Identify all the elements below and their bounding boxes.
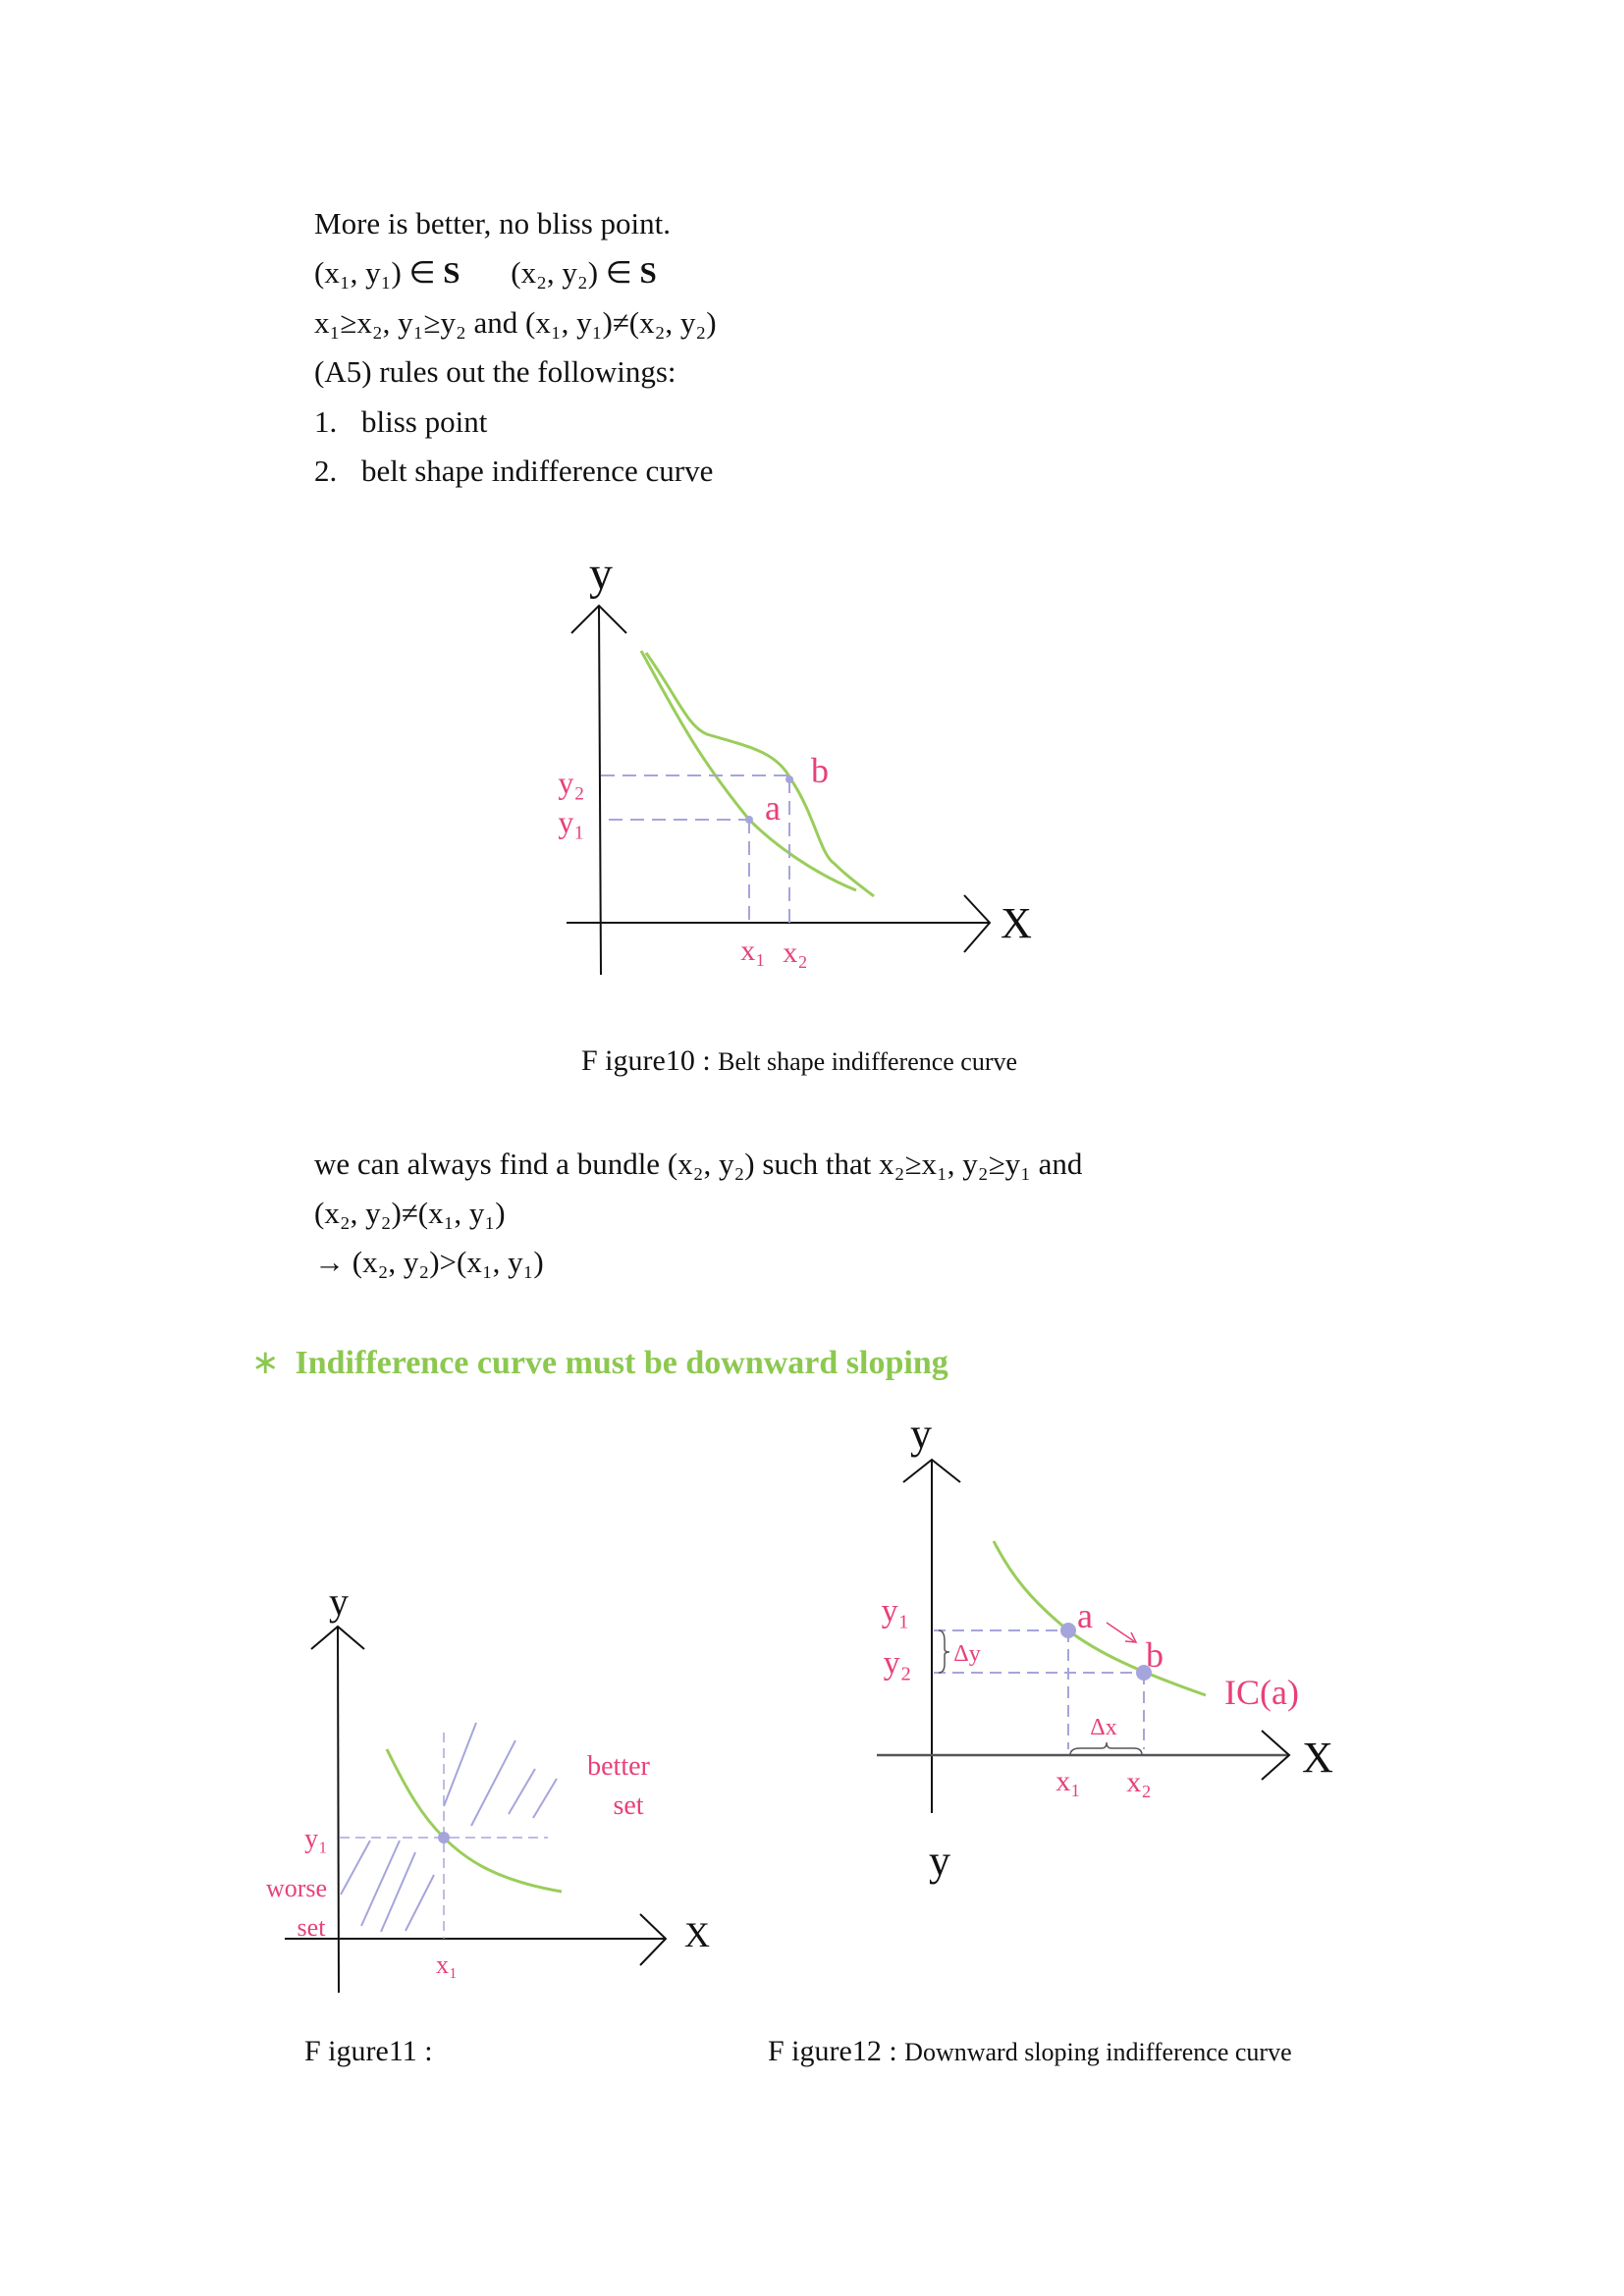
worse-set-hatching [341, 1841, 434, 1932]
point-a [1060, 1623, 1076, 1638]
movement-arrow-icon [1107, 1623, 1134, 1641]
ic-label: IC(a) [1224, 1673, 1299, 1712]
para2-line-3: → (x₂, y₂)>(x₁, y₁) [314, 1245, 544, 1279]
y-axis-label: y [329, 1579, 349, 1624]
point-a [745, 816, 753, 824]
y1-label: y₁ [881, 1593, 910, 1629]
list-number: 2. [314, 454, 338, 488]
movement-arrowhead-icon [1125, 1632, 1136, 1642]
point-b [785, 775, 793, 783]
figure-10 [558, 548, 1031, 975]
set-symbol: S [443, 255, 460, 290]
set-membership-1: (x₁, y₁) ∈ [314, 255, 444, 290]
y-axis [599, 606, 601, 975]
list-number: 1. [314, 404, 338, 439]
figure-12-caption [768, 2035, 1292, 2068]
y-axis-bottom-label: y [929, 1837, 950, 1885]
guide-lines [601, 775, 789, 923]
asterisk-icon: ∗ [251, 1345, 280, 1381]
worse-set-label: worse [265, 1874, 328, 1902]
worse-set-label-2: set [297, 1913, 326, 1942]
point-b-label: b [1146, 1635, 1164, 1675]
caption-text: Belt shape indifference curve [718, 1047, 1018, 1076]
x-axis-label: X [1302, 1734, 1333, 1782]
x1-label: x₁ [1056, 1765, 1081, 1797]
heading-text: Indifference curve must be downward sloping [295, 1345, 948, 1381]
y-axis-label: y [589, 548, 613, 600]
figure-11-caption [304, 2035, 433, 2068]
caption-prefix: F igure10 : [581, 1044, 711, 1077]
x2-label: x₂ [783, 936, 808, 969]
figure-10-caption [581, 1044, 1017, 1078]
x-axis-label: X [1001, 899, 1032, 947]
y-axis-label: y [910, 1410, 932, 1458]
set-symbol: S [639, 255, 657, 290]
y2-label: y₂ [558, 765, 585, 800]
point-a-label: a [1077, 1596, 1093, 1635]
better-set-label-2: set [613, 1790, 644, 1821]
y2-label: y₂ [883, 1645, 912, 1682]
point-bundle [438, 1832, 450, 1843]
y1-label: y₁ [558, 804, 585, 839]
x1-label: x₁ [435, 1950, 459, 1979]
indifference-curve [994, 1541, 1206, 1695]
para2-line-2: (x₂, y₂)≠(x₁, y₁) [314, 1196, 506, 1230]
better-set-hatching [444, 1723, 557, 1826]
caption-prefix: F igure11 : [304, 2035, 433, 2067]
caption-prefix: F igure12 : [768, 2035, 897, 2067]
para2-line-1: we can always find a bundle (x₂, y₂) such that x₂≥x₁, y₂≥y₁ and [314, 1147, 1083, 1181]
x2-label: x₂ [1126, 1766, 1152, 1798]
caption-text: Downward sloping indifference curve [904, 2038, 1292, 2066]
point-b-label: b [811, 751, 829, 790]
point-a-label: a [765, 788, 781, 828]
x-axis-label: X [684, 1915, 710, 1954]
intro-line-3: x₁≥x₂, y₁≥y₂ and (x₁, y₁)≠(x₂, y₂) [314, 305, 717, 340]
delta-y-label: Δy [953, 1641, 981, 1667]
figure-12 [877, 1410, 1333, 1885]
set-membership-2: (x₂, y₂) ∈ [511, 255, 640, 290]
delta-x-brace-icon [1070, 1742, 1142, 1755]
delta-x-label: Δx [1090, 1715, 1117, 1740]
intro-line-1: More is better, no bliss point. [314, 206, 671, 240]
list-text: belt shape indifference curve [361, 454, 714, 488]
x1-label: x₁ [740, 934, 766, 967]
intro-line-4: (A5) rules out the followings: [314, 354, 677, 389]
delta-y-brace-icon [939, 1630, 949, 1673]
y1-label: y₁ [304, 1824, 328, 1854]
figure-11 [266, 1579, 710, 1993]
list-text: bliss point [361, 404, 488, 439]
better-set-label: better [587, 1751, 650, 1782]
